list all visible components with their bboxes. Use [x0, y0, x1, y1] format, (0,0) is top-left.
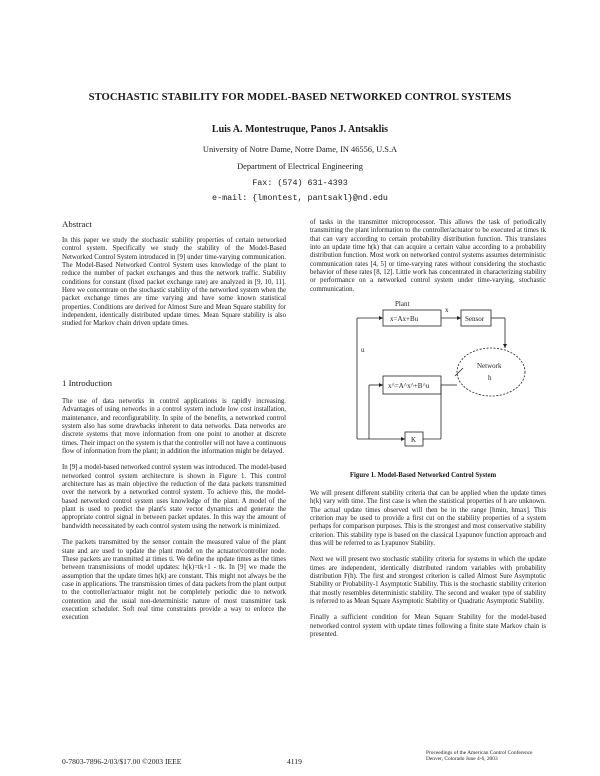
right-paragraph-4: Finally a sufficient condition for Mean Square Stability for the model-based networked control system with update times following a finite state Markov chain is presented.: [310, 614, 546, 639]
abstract-heading: Abstract: [62, 219, 92, 229]
controller-label: K: [411, 436, 417, 444]
right-column-bottom: [310, 490, 546, 648]
network-variable: h: [488, 374, 492, 382]
abstract-body: [62, 237, 286, 337]
footer-proceedings: [426, 750, 546, 763]
paper-authors: Luis A. Montestruque, Panos J. Antsaklis: [211, 124, 389, 135]
network-cloud: [457, 348, 525, 396]
paper-title: STOCHASTIC STABILITY FOR MODEL-BASED NETWORKED CONTROL SYSTEMS: [88, 92, 512, 103]
introduction-heading: 1 Introduction: [62, 378, 113, 388]
introduction-body: [62, 398, 286, 631]
affiliation-email: e-mail: {lmontest, pantsakl}@nd.edu: [212, 193, 388, 203]
right-column-top: [310, 219, 546, 302]
footer-page-number: 4119: [287, 757, 302, 766]
intro-paragraph-1: The use of data networks in control applications is rapidly increasing. Advantages of using networks in a control system include low cost installation, maintenance, and reconfigurability. In spite of the benefits, a networked control system also has some drawbacks inherent to data networks. Data networks are discrete systems that move information from one point to another at discrete times. Their impact on the system is that the controller will not have a continuous flow of information from the plant; in addition the information might be delayed.: [62, 398, 286, 456]
plant-equation: x=Ax+Bu: [390, 315, 419, 323]
signal-u: u: [361, 346, 365, 354]
networked-control-system-figure: [335, 296, 545, 468]
footer-copyright: 0-7803-7896-2/03/$17.00 ©2003 IEEE: [62, 757, 182, 766]
plant-label: Plant: [395, 300, 410, 308]
footer-proceedings-line-1: Proceedings of the American Control Conference: [426, 750, 533, 756]
intro-paragraph-3: The packets transmitted by the sensor contain the measured value of the plant state and are used to update the plant model on the actuator/controller node. These packets are transmitted at times ti. We define the update times as the times between transmissions of model updates: h(k)=tk+1 - tk. In [9] we made the assumption that the update times h(k) are constant. This might not always be the case in applications. The transmission times of data packets from the plant output to the controller/actuator might not be completely periodic due to network contention and the usual non-deterministic nature of most transmitter task execution scheduler. Soft real time constraints provide a way to enforce the execution: [62, 539, 286, 622]
abstract-text: In this paper we study the stochastic stability properties of certain networked control system. Specifically we study the stability of the Model-Based Networked Control System introduced in [9] under time-varying communication. The Model-Based Networked Control System uses knowledge of the plant to reduce the number of packet exchanges and thus the network traffic. Stability conditions for constant (fixed packet exchange rate) are analyzed in [9, 10, 11]. Here we concentrate on the stochastic stability of the networked system when the packet exchange times are time varying and have some known statistical properties. Conditions are derived for Almost Sure and Mean Square stability for independent, identically distributed update times. Mean Square stability is also studied for Markov chain driven update times.: [62, 237, 286, 328]
figure-caption: Figure 1. Model-Based Networked Control System: [349, 472, 497, 479]
right-paragraph-1: of tasks in the transmitter microprocessor. This allows the task of periodically transmitting the plant information to the controller/actuator to be executed at times tk that can vary according to certain probability distribution function. This translates into an update time h(k) that can acquire a certain value according to a probability distribution function. Most work on networked control systems assumes deterministic communication rates [4, 5] or time-varying rates without considering the stochastic behavior of these rates [8, 12]. Little work has concentrated in characterizing stability or performance on a networked control system under time-varying, stochastic communication.: [310, 219, 546, 293]
network-label: Network: [477, 362, 502, 370]
sensor-label: Sensor: [465, 315, 485, 323]
model-equation: x^=A^x^+B^u: [388, 382, 430, 390]
signal-x: x: [445, 306, 449, 314]
affiliation-department: Department of Electrical Engineering: [237, 162, 363, 171]
right-paragraph-3: Next we will present two stochastic stability criteria for systems in which the update times are independent, identically distributed random variables with probability distribution F(h). The first and strongest criterion is called Almost Sure Asymptotic Stability or Probability-1 Asymptotic Stability. This is the stochastic stability criterion that mostly resembles deterministic stability. The second and weaker type of stability is referred to as Mean Square Asymptotic Stability or Quadratic Asymptotic Stability.: [310, 556, 546, 606]
intro-paragraph-2: In [9] a model-based networked control system was introduced. The model-based networked control system architecture is shown in Figure 1. This control architecture has as main objective the reduction of the data packets transmitted over the network by a networked control system. To achieve this, the model-based networked control system uses knowledge of the plant. A model of the plant is used to predict the plant's state vector dynamics and generate the appropriate control signal in between packet updates. In this way the amount of bandwidth necessitated by each control system using the network is minimized.: [62, 464, 286, 530]
affiliation-university: University of Notre Dame, Notre Dame, IN 46556, U.S.A: [202, 145, 398, 154]
affiliation-fax: Fax: (574) 631-4393: [252, 178, 348, 188]
footer-proceedings-line-2: Denver, Colorado June 4-6, 2003: [426, 756, 498, 763]
right-paragraph-2: We will present different stability criteria that can be applied when the update times h(k) vary with time. The first case is when the statistical properties of h are unknown. The actual update times observed will then be in the range [hmin, hmax]. This criterion may be used to provide a first cut on the stability properties of a system perhaps for comparison purposes. This is the strongest and most conservative stability criterion. This stability type is based on the classical Lyapunov function approach and thus will be referred to as Lyapunov Stability.: [310, 490, 546, 548]
